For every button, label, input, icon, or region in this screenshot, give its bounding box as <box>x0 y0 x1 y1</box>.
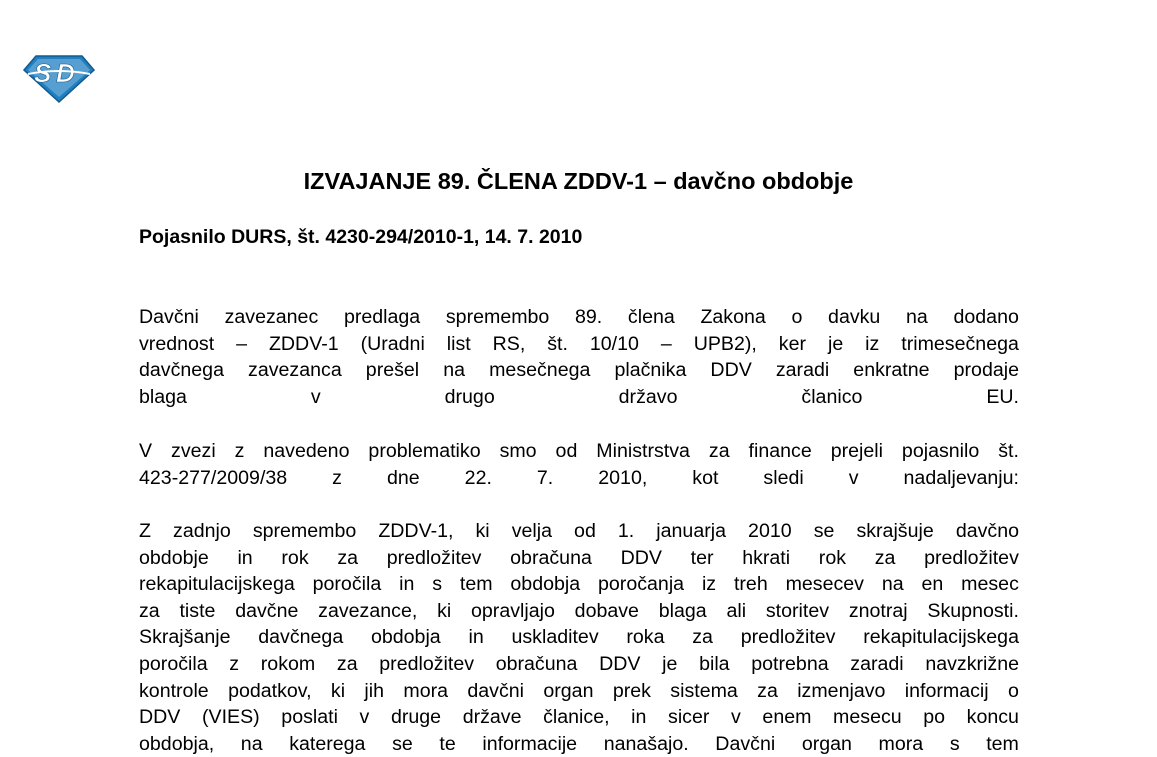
word: davčne <box>235 599 299 622</box>
word: rokom <box>260 652 316 675</box>
word: treh <box>733 573 768 596</box>
word: hkrati <box>742 546 791 569</box>
word: tiste <box>179 599 216 622</box>
word: smo <box>499 440 537 462</box>
word: Skupnosti. <box>927 599 1019 622</box>
word: en <box>921 573 944 596</box>
word: 10/10 <box>589 332 639 355</box>
word: DDV <box>710 359 752 382</box>
word: Z <box>139 520 151 542</box>
word: na <box>240 732 263 755</box>
word: na <box>906 306 928 328</box>
word: obdobja <box>510 573 581 596</box>
word: znotraj <box>848 599 908 622</box>
word: ki <box>437 599 452 622</box>
word: obdobja, <box>139 732 215 755</box>
word: s <box>949 732 960 755</box>
word: poročanja <box>598 573 685 596</box>
word: za <box>708 440 730 462</box>
word: izmenjavo <box>797 679 886 702</box>
word: davčno <box>955 520 1019 542</box>
word: zavezance, <box>318 599 418 622</box>
word: enkratne <box>853 359 930 382</box>
word: davčni <box>467 679 525 702</box>
word: bila <box>699 652 730 675</box>
word: v <box>359 706 370 729</box>
paragraph-line: blaga v drugo državo članico EU. <box>139 385 1019 408</box>
word: ker <box>778 332 807 355</box>
word: po <box>923 706 946 729</box>
word: – <box>660 332 672 355</box>
word: 2010 <box>748 520 792 542</box>
word: rekapitulacijskega <box>863 626 1019 649</box>
word: od <box>574 520 596 542</box>
word: ali <box>726 599 747 622</box>
svg-text:S: S <box>34 58 52 88</box>
word: zavezanec <box>224 306 319 328</box>
word: jih <box>364 679 385 702</box>
word: navzkrižne <box>925 652 1019 675</box>
word: spremembo <box>252 520 357 542</box>
word: je <box>827 332 844 355</box>
word: Davčni <box>715 732 776 755</box>
word: 89. <box>575 306 603 328</box>
word: opravljajo <box>471 599 555 622</box>
word: člena <box>627 306 675 328</box>
word: vrednost <box>139 332 215 355</box>
document-title: IZVAJANJE 89. ČLENA ZDDV-1 – davčno obdobje <box>303 168 854 194</box>
word: z <box>229 652 240 675</box>
word: prek <box>612 679 651 702</box>
word: poročila <box>139 652 208 675</box>
word: RS, <box>492 332 526 355</box>
word: Skrajšanje <box>139 626 231 649</box>
word: prodaje <box>953 359 1019 382</box>
word: v <box>731 706 741 729</box>
word: od <box>555 440 578 462</box>
word: ki <box>330 679 346 702</box>
word: dobave <box>574 599 639 622</box>
word: z <box>234 440 245 462</box>
word: dodano <box>953 306 1019 328</box>
word: problematiko <box>368 440 481 462</box>
word: list <box>446 332 471 355</box>
word: na <box>443 359 466 382</box>
word: št. <box>998 440 1019 462</box>
word: poslati <box>281 706 338 729</box>
word: obračuna <box>510 546 592 569</box>
word: finance <box>748 440 812 462</box>
word: organ <box>801 732 852 755</box>
word: ki <box>475 520 490 542</box>
shield-logo-icon <box>22 50 96 104</box>
word: rok <box>281 546 309 569</box>
word: DDV <box>139 706 181 729</box>
word: št. <box>547 332 568 355</box>
word: V <box>139 440 153 462</box>
word: ZDDV-1 <box>268 332 339 355</box>
word: države <box>462 706 522 729</box>
paragraph-line <box>139 545 1019 572</box>
word: Davčni <box>139 306 199 328</box>
paragraph-1 <box>139 304 1019 410</box>
word: in <box>631 706 647 729</box>
word: mesecu <box>833 706 902 729</box>
word: uskladitev <box>511 626 599 649</box>
word: 1. <box>617 520 635 542</box>
word: prešel <box>365 359 420 382</box>
word: januarja <box>656 520 726 542</box>
word: mesečnega <box>489 359 591 382</box>
word: koncu <box>966 706 1019 729</box>
paragraph-3 <box>139 518 1019 757</box>
word: zaradi <box>850 652 904 675</box>
word: katerega <box>289 732 366 755</box>
word: tem <box>459 573 493 596</box>
word: o <box>1007 679 1019 702</box>
word: potrebna <box>751 652 829 675</box>
word: DDV <box>599 652 641 675</box>
word: in <box>399 573 415 596</box>
word: Zakona <box>700 306 766 328</box>
word: roka <box>626 626 665 649</box>
word: UPB2), <box>693 332 757 355</box>
paragraph-line <box>139 357 1019 384</box>
paragraph-line <box>139 731 1019 757</box>
word: druge <box>390 706 442 729</box>
paragraph-line <box>139 304 1019 331</box>
word: – <box>236 332 247 355</box>
word: za <box>757 679 778 702</box>
paragraph-line <box>139 704 1019 731</box>
word: zavezanca <box>248 359 342 382</box>
word: predložitev <box>924 546 1019 569</box>
word: zaradi <box>775 359 830 382</box>
word: in <box>468 626 484 649</box>
word: pojasnilo <box>901 440 980 462</box>
word: sicer <box>668 706 710 729</box>
word: predložitev <box>386 546 482 569</box>
word: predložitev <box>740 626 836 649</box>
paragraph-line <box>139 598 1019 625</box>
word: (Uradni <box>360 332 425 355</box>
word: enem <box>762 706 812 729</box>
word: davčnega <box>258 626 344 649</box>
word: velja <box>511 520 552 542</box>
word: je <box>662 652 678 675</box>
paragraph-line <box>139 438 1019 465</box>
word: obračuna <box>495 652 578 675</box>
word: obdobje <box>139 546 209 569</box>
paragraph-line: 423-277/2009/38 z dne 22. 7. 2010, kot sledi v nadaljevanju: <box>139 466 1019 489</box>
word: prejeli <box>830 440 883 462</box>
word: ZDDV-1, <box>378 520 454 542</box>
paragraph-line <box>139 518 1019 545</box>
paragraph-line <box>139 331 1019 358</box>
word: se <box>813 520 835 542</box>
word: za <box>139 599 160 622</box>
paragraph-line <box>139 571 1019 598</box>
word: spremembo <box>445 306 550 328</box>
word: Ministrstva <box>596 440 690 462</box>
word: te <box>439 732 456 755</box>
word: (VIES) <box>201 706 260 729</box>
word: organ <box>543 679 594 702</box>
paragraph-2 <box>139 438 1019 491</box>
word: davčnega <box>139 359 224 382</box>
word: skrajšuje <box>856 520 934 542</box>
document-subtitle: Pojasnilo DURS, št. 4230-294/2010-1, 14. 7. 2010 <box>139 226 583 248</box>
word: mesec <box>961 573 1019 596</box>
svg-text:D: D <box>56 58 75 88</box>
word: davku <box>828 306 881 328</box>
word: rok <box>818 546 847 569</box>
word: s <box>432 573 443 596</box>
word: obdobja <box>370 626 441 649</box>
word: DDV <box>620 546 662 569</box>
word: za <box>337 546 359 569</box>
word: predlaga <box>343 306 421 328</box>
word: informacij <box>904 679 989 702</box>
word: predložitev <box>379 652 475 675</box>
word: blaga <box>658 599 707 622</box>
word: za <box>336 652 358 675</box>
word: rekapitulacijskega <box>139 573 295 596</box>
paragraph-line <box>139 678 1019 705</box>
word: za <box>692 626 713 649</box>
word: ter <box>690 546 714 569</box>
word: zadnjo <box>173 520 231 542</box>
word: navedeno <box>263 440 350 462</box>
word: iz <box>865 332 880 355</box>
word: informacije <box>482 732 578 755</box>
word: nanašajo. <box>603 732 689 755</box>
word: storitev <box>765 599 830 622</box>
word: mesecev <box>785 573 864 596</box>
paragraph-line <box>139 624 1019 651</box>
word: tem <box>986 732 1019 755</box>
word: trimesečnega <box>901 332 1019 355</box>
word: mora <box>403 679 449 702</box>
word: sistema <box>670 679 738 702</box>
word: kontrole <box>139 679 209 702</box>
word: poročila <box>312 573 382 596</box>
word: za <box>874 546 896 569</box>
word: mora <box>878 732 924 755</box>
word: in <box>237 546 253 569</box>
word: o <box>791 306 803 328</box>
word: na <box>881 573 904 596</box>
word: članice, <box>543 706 610 729</box>
paragraph-line <box>139 651 1019 678</box>
word: se <box>392 732 413 755</box>
word: iz <box>701 573 717 596</box>
word: plačnika <box>614 359 687 382</box>
word: podatkov, <box>228 679 312 702</box>
word: zvezi <box>171 440 216 462</box>
